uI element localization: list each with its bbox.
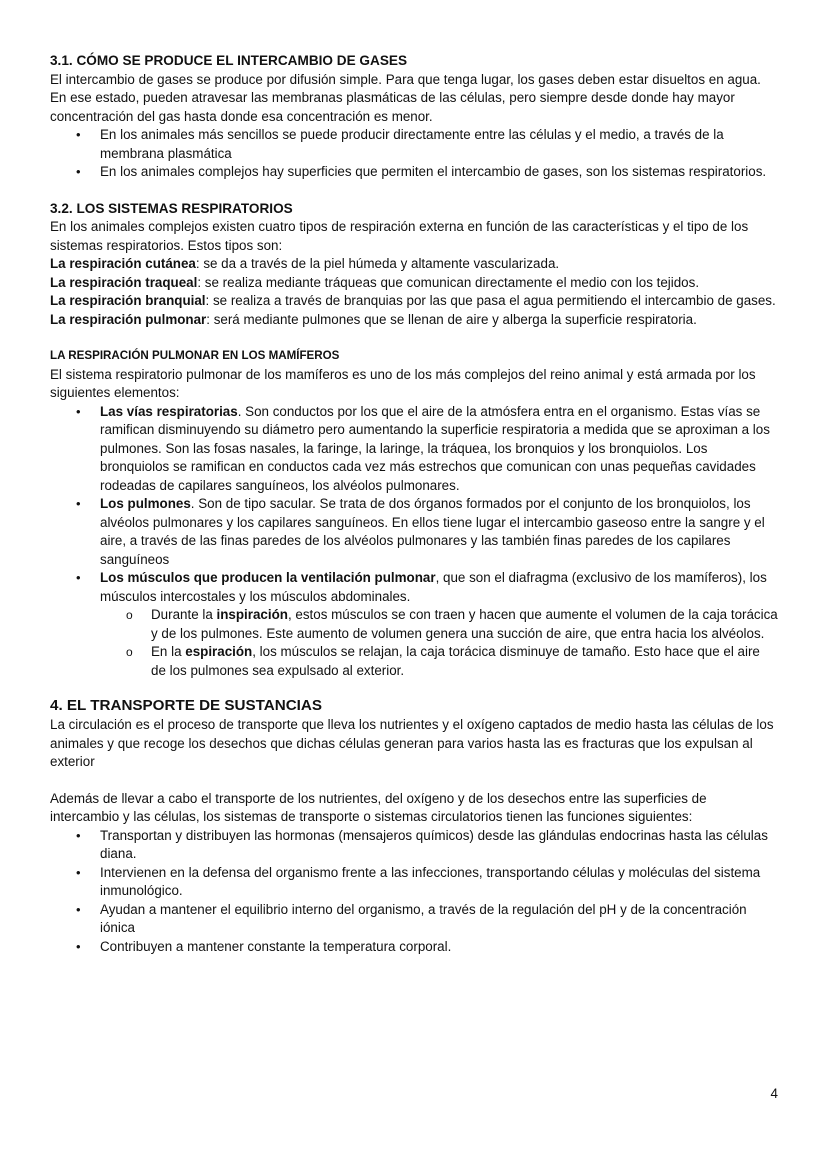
sublist-item-text: , los músculos se relajan, la caja torácica disminuye de tamaño. Esto hace que el aire de los pulmones sea expulsado al exterior. — [151, 644, 760, 678]
bullet-icon: • — [76, 496, 81, 511]
section-4-list — [50, 827, 778, 957]
sublist-item-prefix: Durante la — [151, 607, 217, 622]
respiration-type-text: : será mediante pulmones que se llenan de aire y alberga la superficie respiratoria. — [206, 311, 697, 327]
section-3-1-title: 3.1. CÓMO SE PRODUCE EL INTERCAMBIO DE GASES — [50, 53, 408, 68]
section-3-2-title: 3.2. LOS SISTEMAS RESPIRATORIOS — [50, 200, 293, 216]
respiration-type — [50, 274, 778, 293]
bullet-icon: • — [76, 864, 81, 880]
bullet-icon: • — [76, 164, 81, 179]
section-3-1-list — [50, 126, 778, 182]
sublist-item — [126, 643, 778, 680]
list-item-text: Intervienen en la defensa del organismo frente a las infecciones, transportando células y moléculas del sistema inmunológico. — [100, 864, 761, 898]
section-3-2-paragraph: En los animales complejos existen cuatro tipos de respiración externa en función de las características y el tipo de los sistemas respiratorios. Estos tipos son: — [50, 219, 749, 253]
list-item — [76, 403, 778, 496]
bullet-icon: • — [76, 827, 81, 843]
respiration-type-term: La respiración branquial — [50, 293, 206, 308]
list-item-text: . Son conductos por los que el aire de la atmósfera entra en el organismo. Estas vías se ramifican disminuyendo su diámetro pero aumentando la superficie respiratoria a medida que se aproximan a los pulmones. Son las fosas nasales, la faringe, la laringe, la tráquea, los bronquios y los bronquiolos. Los bronquiolos se ramifican en conductos cada vez más estrechos que comunican con unas pequeñas cavidades rodeadas de capilares sanguíneos, los alvéolos pulmonares. — [100, 403, 770, 493]
section-3-1-paragraph: El intercambio de gases se produce por difusión simple. Para que tenga lugar, los gases deben estar disueltos en agua. En ese estado, pueden atravesar las membranas plasmáticas de las células, pero siempre desde donde hay mayor concentración del gas hasta donde esa concentración es menor. — [50, 71, 761, 124]
list-item-term: Los músculos que producen la ventilación pulmonar — [100, 570, 436, 585]
respiration-type — [50, 311, 778, 330]
section-4-paragraph-1: La circulación es el proceso de transporte que lleva los nutrientes y el oxígeno captados de medio hasta las células de los animales y que recoge los desechos que dichas células generan para varios hasta las es fracturas que los expulsan al exterior — [50, 717, 774, 769]
respiration-type — [50, 255, 778, 274]
list-item-text: . Son de tipo sacular. Se trata de dos órganos formados por el conjunto de los bronquiolos, los alvéolos pulmonares y los capilares sanguíneos. En ellos tiene lugar el intercambio gaseoso entre la sangre y el aire, a través de las finas paredes de los alvéolos pulmonares y las también finas paredes de los capilares sanguíneos — [100, 496, 765, 567]
list-item-text: Ayudan a mantener el equilibrio interno del organismo, a través de la regulación del pH y de la concentración iónica — [100, 901, 747, 935]
list-item — [76, 569, 778, 680]
list-item-text: En los animales más sencillos se puede producir directamente entre las células y el medio, a través de la membrana plasmática — [100, 127, 724, 161]
mammal-elements-list — [50, 403, 778, 681]
circle-bullet-icon: o — [126, 608, 133, 622]
list-item-text: Transportan y distribuyen las hormonas (mensajeros químicos) desde las glándulas endocrinas hasta las células diana. — [100, 827, 768, 861]
respiration-type — [50, 292, 778, 311]
section-4-title: 4. EL TRANSPORTE DE SUSTANCIAS — [50, 697, 323, 714]
bullet-icon: • — [76, 570, 81, 585]
list-item-term: Las vías respiratorias — [100, 403, 238, 419]
respiration-type-term: La respiración pulmonar — [50, 311, 207, 327]
sublist-item — [126, 606, 778, 643]
list-item — [76, 827, 778, 864]
respiration-type-term: La respiración traqueal — [50, 274, 198, 290]
respiration-type-text: : se realiza mediante tráqueas que comunican directamente el medio con los tejidos. — [197, 274, 700, 290]
list-item — [76, 495, 778, 569]
bullet-icon: • — [76, 901, 81, 917]
list-item-text: En los animales complejos hay superficies que permiten el intercambio de gases, son los sistemas respiratorios. — [100, 164, 767, 179]
list-item — [76, 938, 778, 957]
list-item — [76, 163, 778, 182]
sublist-item-term: espiración — [185, 644, 253, 659]
list-item-term: Los pulmones — [100, 496, 191, 511]
list-item-text: , que son el diafragma (exclusivo de los mamíferos), los músculos intercostales y los músculos abdominales. — [100, 570, 767, 604]
sublist-item-term: inspiración — [216, 607, 288, 622]
bullet-icon: • — [76, 127, 81, 142]
list-item — [76, 901, 778, 938]
section-4-paragraph-2: Además de llevar a cabo el transporte de los nutrientes, del oxígeno y de los desechos entre las superficies de intercambio y las células, los sistemas de transporte o sistemas circulatorios tienen las funciones siguientes: — [50, 790, 707, 824]
ventilation-sublist — [100, 606, 778, 680]
list-item — [76, 126, 778, 163]
list-item-text: Contribuyen a mantener constante la temperatura corporal. — [100, 938, 452, 954]
sublist-item-text: , estos músculos se con traen y hacen que aumente el volumen de la caja torácica y de los pulmones. Este aumento de volumen genera una succión de aire, que entra hacia los alvéolos. — [151, 607, 778, 641]
respiration-type-text: : se realiza a través de branquias por las que pasa el agua permitiendo el intercambio de gases. — [205, 293, 776, 308]
bullet-icon: • — [76, 938, 81, 954]
respiration-type-term: La respiración cutánea — [50, 256, 196, 271]
page-number: 4 — [770, 1086, 778, 1101]
mammal-respiration-paragraph: El sistema respiratorio pulmonar de los mamíferos es uno de los más complejos del reino animal y está armada por los siguientes elementos: — [50, 366, 756, 400]
sublist-item-prefix: En la — [151, 644, 186, 659]
circle-bullet-icon: o — [126, 645, 133, 659]
respiration-type-text: : se da a través de la piel húmeda y altamente vascularizada. — [195, 256, 560, 271]
list-item — [76, 864, 778, 901]
bullet-icon: • — [76, 403, 81, 419]
mammal-respiration-title: LA RESPIRACIÓN PULMONAR EN LOS MAMÍFEROS — [50, 349, 340, 362]
